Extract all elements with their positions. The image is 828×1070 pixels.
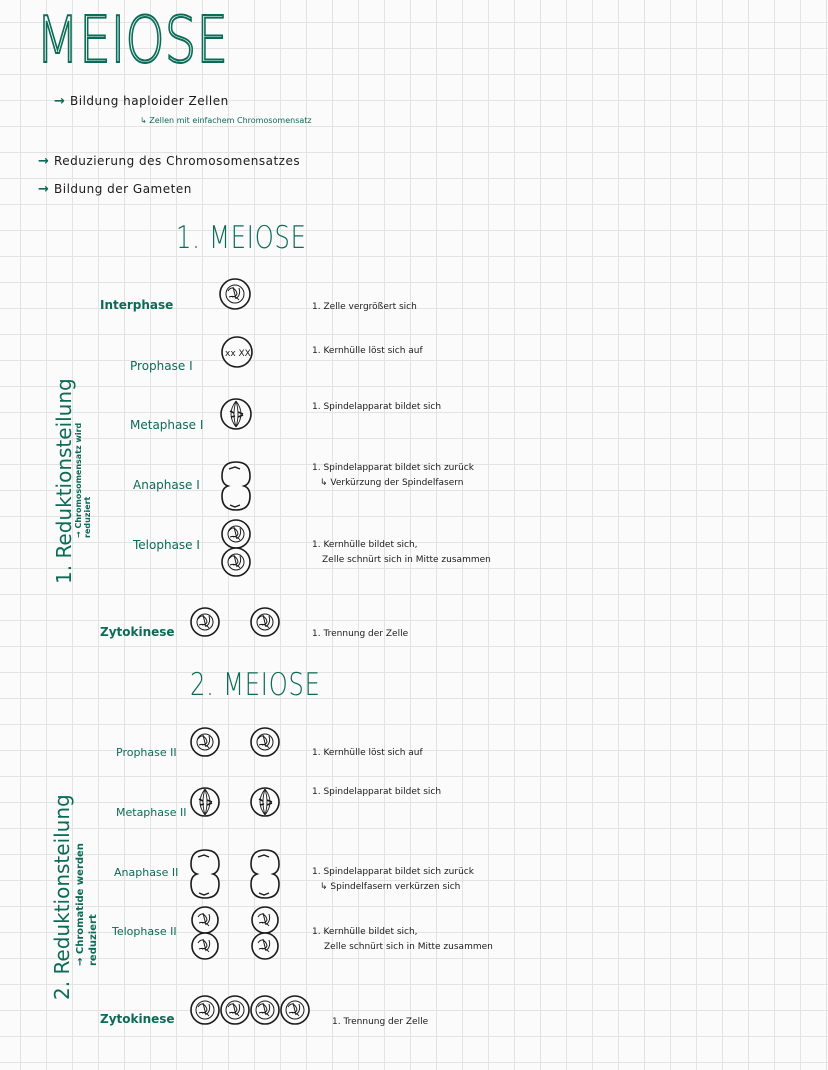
desc-zytokinese-1: 1. Trennung der Zelle	[312, 629, 409, 639]
arrow-right-icon: →	[54, 94, 65, 109]
cell-zytokinese-2	[191, 996, 309, 1024]
cell-interphase	[220, 279, 250, 309]
desc-telophase-2: 1. Kernhülle bildet sich, Zelle schnürt sich in Mitte zusammen	[312, 927, 493, 952]
phase-telophase-2: Telophase II	[112, 925, 177, 938]
meiosis-1-side-note: → Chromosomensatz wird reduziert	[74, 422, 92, 538]
desc-anaphase-1: 1. Spindelapparat bildet sich zurück ↳ Verkürzung der Spindelfasern	[312, 463, 474, 488]
phase-prophase-1: Prophase I	[130, 359, 193, 373]
page-title: MEIOSE	[36, 4, 228, 78]
arrow-right-icon: →	[38, 182, 49, 197]
cell-telophase-1	[222, 520, 250, 576]
cell-telophase-2	[192, 907, 278, 959]
meiosis-1-side-label: 1. Reduktionsteilung	[52, 378, 76, 584]
desc-metaphase-2: 1. Spindelapparat bildet sich	[312, 787, 442, 797]
intro-item-1-note: ↳ Zellen mit einfachem Chromosomensatz	[140, 116, 312, 125]
svg-text:xx XX: xx XX	[225, 349, 251, 359]
cell-metaphase-2	[191, 788, 279, 816]
phase-zytokinese-1: Zytokinese	[100, 625, 175, 639]
desc-telophase-1: 1. Kernhülle bildet sich, Zelle schnürt sich in Mitte zusammen	[312, 540, 491, 565]
intro-item-3: → Bildung der Gameten	[38, 182, 192, 197]
desc-interphase: 1. Zelle vergrößert sich	[312, 302, 417, 312]
cell-prophase-1	[222, 337, 252, 367]
return-arrow-icon: ↳	[140, 116, 150, 125]
phase-anaphase-2: Anaphase II	[114, 866, 179, 879]
cell-anaphase-1	[222, 462, 250, 510]
cell-anaphase-2	[191, 850, 279, 898]
phase-prophase-2: Prophase II	[116, 746, 177, 759]
desc-prophase-1: 1. Kernhülle löst sich auf	[312, 346, 423, 356]
phase-metaphase-1: Metaphase I	[130, 418, 204, 432]
desc-prophase-2: 1. Kernhülle löst sich auf	[312, 748, 423, 758]
meiosis-2-heading: 2. MEIOSE	[190, 667, 321, 703]
phase-zytokinese-2: Zytokinese	[100, 1012, 175, 1026]
phase-interphase: Interphase	[100, 298, 174, 312]
cell-metaphase-1	[221, 399, 251, 429]
desc-anaphase-2: 1. Spindelapparat bildet sich zurück ↳ Spindelfasern verkürzen sich	[312, 867, 474, 892]
meiosis-2-side-label: 2. Reduktionsteilung	[50, 794, 74, 1000]
cell-zytokinese-1	[191, 608, 279, 636]
desc-zytokinese-2: 1. Trennung der Zelle	[332, 1017, 429, 1027]
phase-anaphase-1: Anaphase I	[133, 478, 200, 492]
phase-telophase-1: Telophase I	[133, 538, 200, 552]
meiosis-1-heading: 1. MEIOSE	[176, 220, 307, 256]
intro-item-1: → Bildung haploider Zellen	[54, 94, 229, 109]
cell-prophase-2	[191, 728, 279, 756]
meiosis-2-side-note: → Chromatide werden reduziert	[75, 843, 99, 966]
desc-metaphase-1: 1. Spindelapparat bildet sich	[312, 402, 442, 412]
arrow-right-icon: →	[38, 154, 49, 169]
phase-metaphase-2: Metaphase II	[116, 806, 187, 819]
intro-item-2: → Reduzierung des Chromosomensatzes	[38, 154, 301, 169]
